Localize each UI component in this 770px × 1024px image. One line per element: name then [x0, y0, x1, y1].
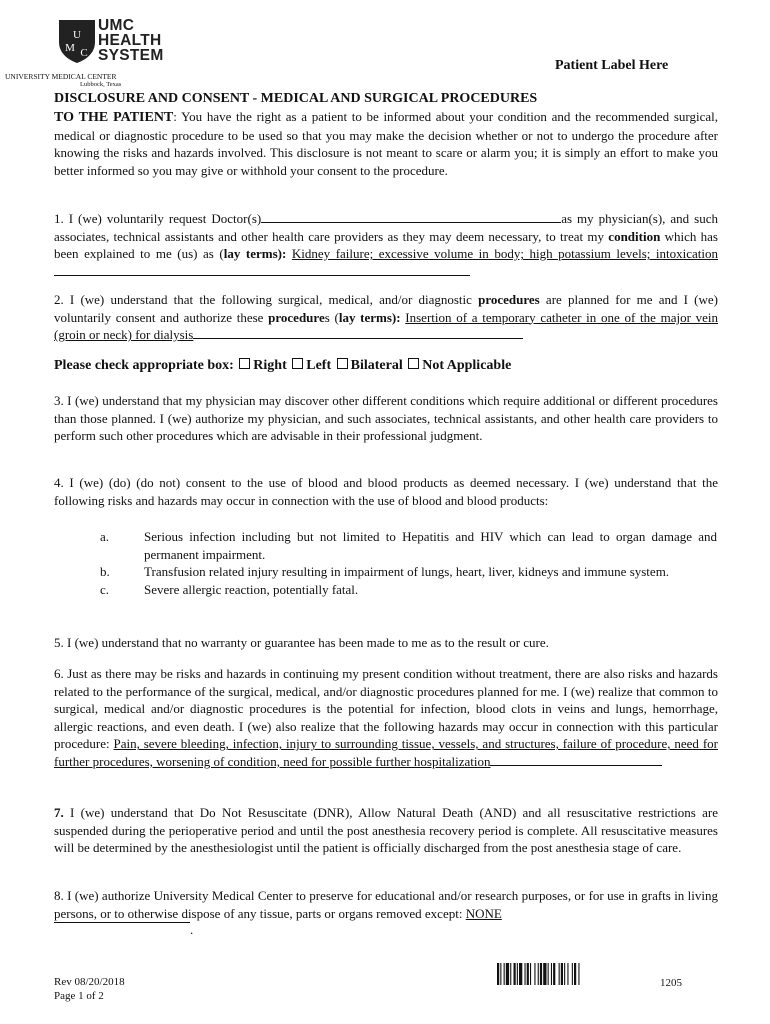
item-1-text-c: which has been explained to me (us) as (	[54, 228, 718, 262]
shield-letter-u: U	[73, 29, 81, 41]
logo-line-health: HEALTH	[98, 32, 162, 49]
laterality-label: Please check appropriate box:	[54, 358, 234, 373]
option-left-label: Left	[306, 358, 332, 373]
period-mark: .	[190, 922, 194, 937]
item-1-paragraph	[54, 210, 718, 280]
item-5-paragraph: 5. I (we) understand that no warranty or guarantee has been made to me as to the result or cure.	[54, 635, 549, 650]
logo-line-umc: UMC	[98, 17, 135, 34]
physician-name-field[interactable]	[261, 210, 561, 223]
patient-label-area: Patient Label Here	[555, 58, 669, 73]
intro-lead: TO THE PATIENT	[54, 110, 174, 125]
risk-marker: c.	[100, 581, 110, 597]
item-1-text-a: 1. I (we) voluntarily request Doctor(s)	[54, 211, 262, 226]
tissue-exception-line	[54, 922, 190, 923]
condition-description-field[interactable]: Kidney failure; excessive volume in body; high potassium levels; intoxication	[291, 246, 719, 262]
risk-text: Severe allergic reaction, potentially fatal.	[144, 581, 359, 597]
procedures-keyword: procedures	[478, 292, 540, 307]
revision-date: Rev 08/20/2018	[54, 976, 125, 988]
item-6-text: 6. Just as there may be risks and hazards in continuing my present condition without treatment, there are also risks and hazards related to the performance of the surgical, medical, and/or diagnostic procedures planned for me. I (we) realize that common to surgical, medical and/or diagnostic procedures is the potential for infection, blood clots in veins and lungs, hemorrhage, allergic reactions, and even death. I (we) also realize that the following hazards may occur in connection with this particular procedure:	[54, 666, 718, 752]
logo-line-system: SYSTEM	[98, 47, 164, 64]
shield-letter-c: C	[80, 47, 88, 59]
risk-marker: b.	[100, 564, 110, 580]
checkbox-right[interactable]	[239, 358, 250, 369]
item-8-text: 8. I (we) authorize University Medical Center to preserve for educational and/or research purposes, or for use in grafts in living persons, or to otherwise dispose of any tissue, parts or organs removed except:	[54, 888, 718, 921]
list-item	[54, 581, 718, 599]
intro-text: : You have the right as a patient to be informed about your condition and the recommended surgical, medical or diagnostic procedure to be used so that you may make the decision whether or not to undergo the procedure after knowing the risks and hazards involved. This disclosure is not meant to scare or alarm you; it is simply an effort to make you better informed so you may give or withhold your consent to the procedure.	[54, 109, 719, 178]
condition-keyword: condition	[608, 228, 661, 244]
intro-paragraph	[54, 108, 718, 179]
option-not-applicable-label: Not Applicable	[422, 358, 512, 373]
lay-terms-label-1: lay terms):	[223, 246, 287, 262]
umc-logo	[57, 17, 164, 76]
checkbox-not-applicable[interactable]	[408, 358, 419, 369]
org-location: Lubbock, Texas	[80, 81, 122, 88]
laterality-checkbox-row	[54, 357, 718, 375]
item-7-text: I (we) understand that Do Not Resuscitate (DNR), Allow Natural Death (AND) and all resuscitative restrictions are suspended during the perioperative period and until the post anesthesia recovery period is complete. All resuscitative measures will be determined by the anesthesiologist until the patient is officially discharged from the post anesthesia stage of care.	[54, 805, 718, 856]
procedure-description-field[interactable]: Insertion of a temporary catheter in one of the major vein (groin or neck) for dialysis	[54, 309, 719, 343]
procedure-keyword: procedure	[268, 309, 325, 325]
risk-marker: a.	[100, 529, 110, 544]
page-number: Page 1 of 2	[54, 990, 104, 1002]
option-bilateral-label: Bilateral	[350, 358, 403, 373]
item-2-text-c: s (	[324, 309, 339, 325]
item-2-text-a: 2. I (we) understand that the following surgical, medical, and/or diagnostic	[54, 292, 479, 307]
option-right-label: Right	[253, 358, 287, 373]
umc-shield-icon	[57, 18, 97, 64]
risk-text: Serious infection including but not limited to Hepatitis and HIV which can lead to organ damage and permanent impairment.	[144, 529, 717, 562]
risk-text: Transfusion related injury resulting in impairment of lungs, heart, liver, kidneys and immune system.	[144, 564, 670, 580]
list-item	[54, 563, 718, 581]
lay-terms-label-2: lay terms):	[338, 309, 401, 325]
tissue-exception-field[interactable]: NONE	[465, 905, 502, 921]
condition-description-line	[54, 263, 470, 276]
form-code: 1205	[660, 977, 682, 989]
list-item	[54, 528, 718, 563]
barcode-icon	[497, 963, 639, 985]
item-6-paragraph	[54, 665, 718, 771]
hazards-line	[490, 753, 662, 766]
logo-wordmark	[98, 18, 164, 63]
procedure-description-line	[193, 326, 523, 339]
item-8-paragraph	[54, 887, 718, 922]
org-name: UNIVERSITY MEDICAL CENTER	[5, 72, 117, 81]
item-7-paragraph	[54, 804, 718, 857]
shield-letter-m: M	[65, 42, 75, 54]
procedure-hazards-field[interactable]: Pain, severe bleeding, infection, injury to surrounding tissue, vessels, and structures, failure of procedure, need for further procedures, worsening of condition, need for possible further hospitalization	[54, 736, 718, 769]
footer-info	[54, 975, 125, 1003]
item-2-paragraph	[54, 291, 718, 344]
page-title: DISCLOSURE AND CONSENT - MEDICAL AND SURGICAL PROCEDURES	[54, 91, 538, 106]
blood-risks-list	[54, 528, 718, 598]
item-4-paragraph: 4. I (we) (do) (do not) consent to the use of blood and blood products as deemed necessary. I (we) understand that the following risks and hazards may occur in connection with the use of blood and blood products:	[54, 475, 718, 508]
checkbox-bilateral[interactable]	[337, 358, 348, 369]
item-3-paragraph: 3. I (we) understand that my physician may discover other different conditions which require additional or different procedures than those planned. I (we) authorize my physician, and such associates, technical assistants, and other health care providers to perform such other procedures which are advisable in their professional judgment.	[54, 393, 718, 444]
item-1-text-b: as my physician(s), and such associates, technical assistants and other health care providers as they may deem necessary, to treat my	[54, 211, 718, 244]
item-7-number: 7.	[54, 805, 64, 820]
checkbox-left[interactable]	[292, 358, 303, 369]
item-2-text-b: are planned for me and I (we) voluntarily consent and authorize these	[54, 292, 718, 325]
